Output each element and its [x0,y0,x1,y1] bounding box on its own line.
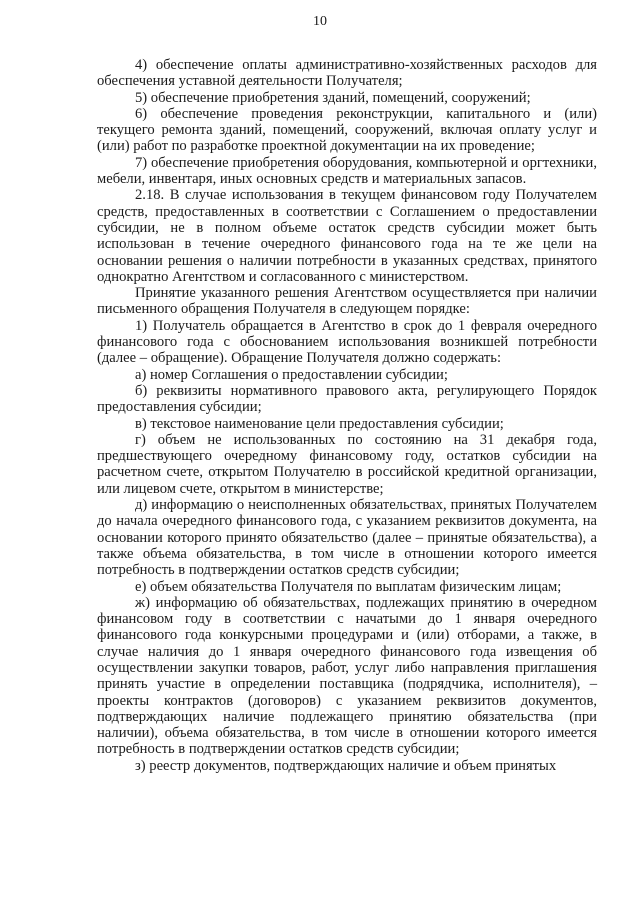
paragraph-subitem-z: з) реестр документов, подтверждающих наличие и объем принятых [135,757,557,774]
paragraph-subitem-zh: ж) информацию об обязательствах, подлежащих принятию в очередном финансовом году в соответствии с начатыми до 1 января очередного финансового года конкурсными процедурами и (или) отборами, а также, в случае наличия до 1 января очередного финансового года извещения об осуществлении закупки товаров, работ, услуг либо направления приглашения принять участие в определении поставщика (подрядчика, исполнителя), – проекты контрактов (договоров) с указанием реквизитов документов, подтверждающих наличие подлежащего принятию обязательства (при наличии), объема обязательства, в том числе в отношении которого имеется потребность в подтверждении остатков средств субсидии; [97,594,597,758]
page-number: 10 [313,14,327,29]
paragraph-decision-procedure: Принятие указанного решения Агентством осуществляется при наличии письменного обращения Получателя в следующем порядке: [97,285,597,318]
paragraph-subitem-e: е) объем обязательства Получателя по выплатам физическим лицам; [135,578,562,595]
paragraph-step-1: 1) Получатель обращается в Агентство в срок до 1 февраля очередного финансового года с обоснованием использования возникшей потребности (далее – обращение). Обращение Получателя должно содержать: [97,317,597,367]
paragraph-subitem-a: а) номер Соглашения о предоставлении субсидии; [135,366,448,383]
paragraph-item-6: 6) обеспечение проведения реконструкции, капитального и (или) текущего ремонта зданий, помещений, сооружений, включая оплату услуг и (или) работ по разработке проектной документации на их проведение; [97,105,597,155]
paragraph-item-4: 4) обеспечение оплаты административно-хозяйственных расходов для обеспечения уставной деятельности Получателя; [97,57,597,90]
paragraph-subitem-g: г) объем не использованных по состоянию на 31 декабря года, предшествующего очередному финансовому году, остатков субсидии на расчетном счете, открытом Получателю в российской кредитной организации, или лицевом счете, открытом в министерстве; [97,431,597,497]
paragraph-subitem-v: в) текстовое наименование цели предоставления субсидии; [135,415,504,432]
paragraph-2-18: 2.18. В случае использования в текущем финансовом году Получателем средств, предоставленных в соответствии с Соглашением о предоставлении субсидии, не в полном объеме остаток средств субсидии может быть использован в течение очередного финансового года на те же цели на основании решения о наличии потребности в указанных средствах, принятого однократно Агентством и согласованного с министерством. [97,187,597,285]
paragraph-subitem-d: д) информацию о неисполненных обязательствах, принятых Получателем до начала очередного финансового года, с указанием реквизитов документа, на основании которого принято обязательство (далее – принятые обязательства), а также объема обязательства, в том числе в отношении которого имеется потребность в подтверждении остатков средств субсидии; [97,497,597,579]
paragraph-item-5: 5) обеспечение приобретения зданий, помещений, сооружений; [135,89,531,106]
document-body [97,57,597,774]
paragraph-item-7: 7) обеспечение приобретения оборудования, компьютерной и оргтехники, мебели, инвентаря, иных основных средств и материальных запасов. [97,154,597,188]
paragraph-subitem-b: б) реквизиты нормативного правового акта, регулирующего Порядок предоставления субсидии; [97,382,597,416]
